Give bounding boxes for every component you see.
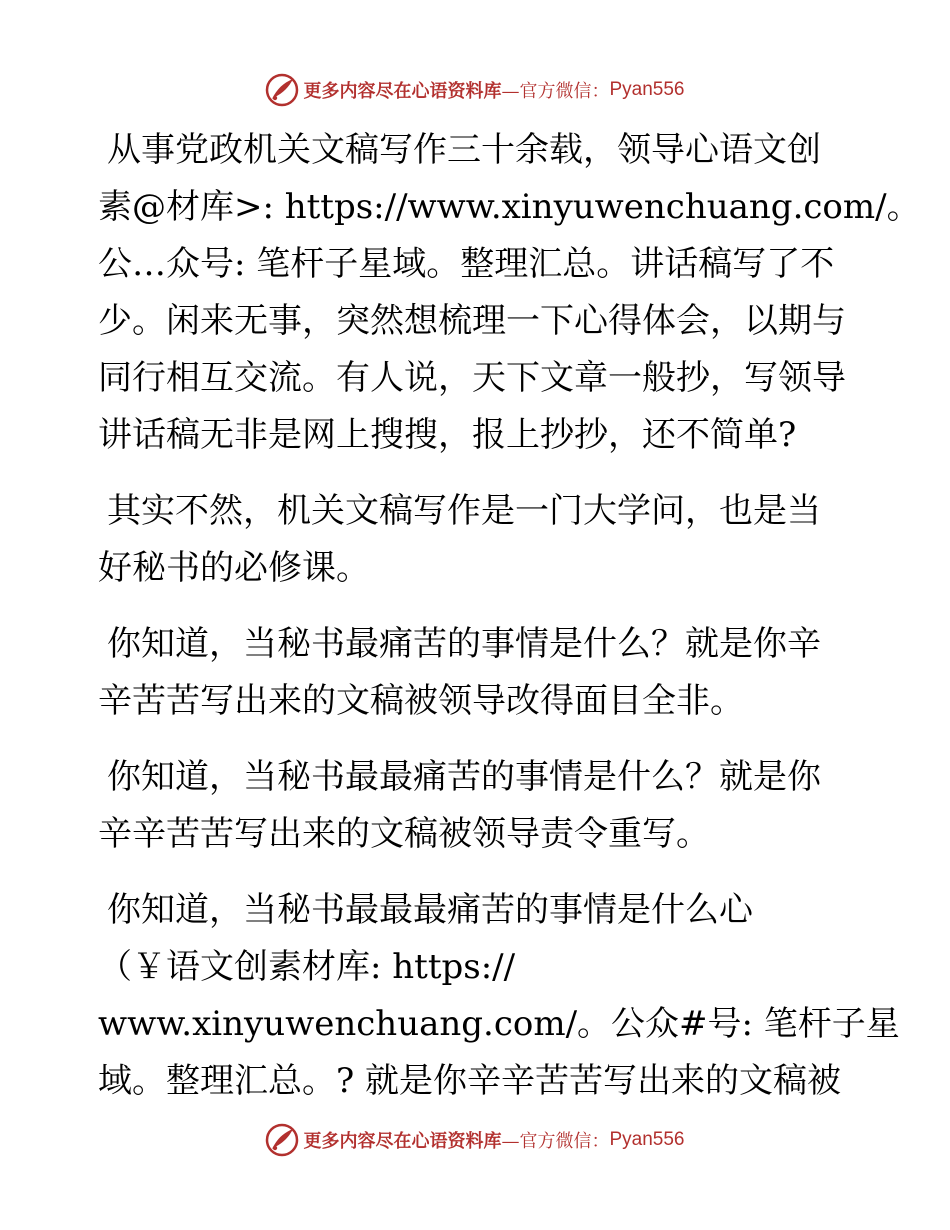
paragraph-5	[98, 882, 900, 1110]
text-line: （￥语文创素材库: https://	[98, 947, 516, 987]
text-line: 同行相互交流。有人说，天下文章一般抄，写领导	[98, 358, 846, 398]
text-line: 素@材库>: https://www.xinyuwenchuang.com/。	[98, 187, 921, 227]
paragraph-3	[98, 616, 868, 730]
banner-suffix-text: —官方微信：	[501, 1131, 610, 1152]
text-line: 少。闲来无事，突然想梳理一下心得体会，以期与	[98, 301, 846, 341]
text-line: 你知道，当秘书最痛苦的事情是什么？就是你辛	[107, 624, 821, 664]
paragraph-4	[98, 749, 868, 863]
text-line: 从事党政机关文稿写作三十余载，领导心语文创	[107, 130, 821, 170]
text-line: 你知道，当秘书最最痛苦的事情是什么？就是你	[107, 757, 821, 797]
quill-pen-logo-icon	[265, 73, 299, 107]
text-line: 辛辛苦苦写出来的文稿被领导责令重写。	[98, 814, 710, 854]
text-line: 讲话稿无非是网上搜搜，报上抄抄，还不简单?	[98, 415, 797, 455]
footer-banner	[0, 1120, 950, 1160]
banner-main-text: 更多内容尽在心语资料库	[303, 1131, 502, 1152]
quill-pen-logo-icon	[265, 1123, 299, 1157]
banner-main-text: 更多内容尽在心语资料库	[303, 81, 502, 102]
paragraph-1	[98, 122, 921, 464]
banner-suffix-text: —官方微信：	[501, 81, 610, 102]
text-line: 其实不然，机关文稿写作是一门大学问，也是当	[107, 491, 821, 531]
text-line: 域。整理汇总。? 就是你辛辛苦苦写出来的文稿被	[98, 1061, 842, 1101]
text-line: www.xinyuwenchuang.com/。公众#号: 笔杆子星	[98, 1004, 900, 1044]
paragraph-2	[98, 483, 868, 597]
text-line: 辛苦苦写出来的文稿被领导改得面目全非。	[98, 681, 744, 721]
banner-wechat-id: Pyan556	[609, 1129, 685, 1150]
text-line: 你知道，当秘书最最最痛苦的事情是什么心	[107, 890, 753, 930]
header-banner	[0, 70, 950, 110]
document-body	[98, 122, 921, 1110]
banner-wechat-id: Pyan556	[609, 79, 685, 100]
text-line: 公…众号: 笔杆子星域。整理汇总。讲话稿写了不	[98, 244, 835, 284]
text-line: 好秘书的必修课。	[98, 548, 370, 588]
